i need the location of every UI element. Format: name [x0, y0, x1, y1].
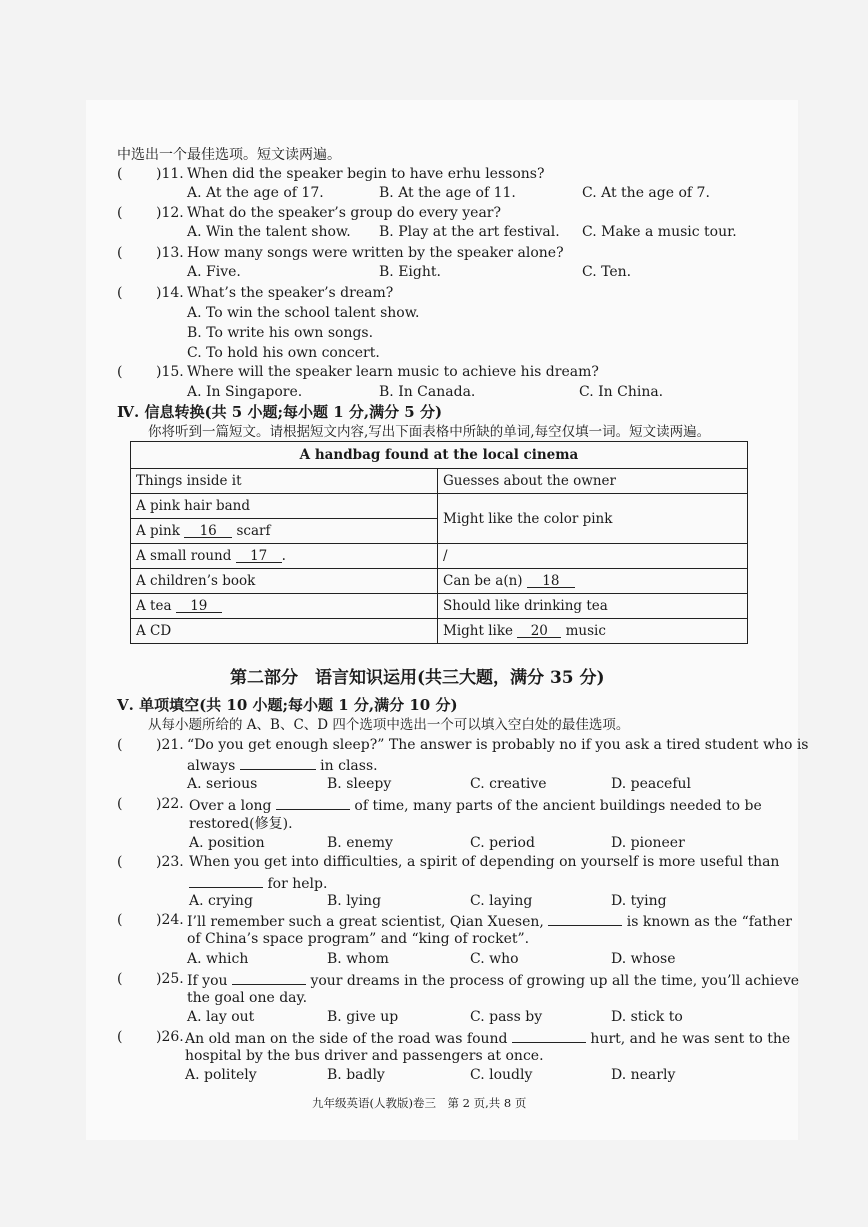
- table-title: A handbag found at the local cinema: [131, 442, 748, 469]
- answer-paren: (: [117, 912, 123, 928]
- option-d: D. nearly: [611, 1067, 676, 1083]
- option-a: A. crying: [189, 893, 253, 909]
- table-cell: A small round 17 .: [131, 544, 438, 569]
- question-number: )25.: [156, 971, 184, 987]
- option-b: B. enemy: [327, 835, 393, 851]
- table-cell: Might like 20 music: [438, 619, 748, 644]
- question-stem: Over a long of time, many parts of the ancient buildings needed to be: [189, 795, 762, 815]
- question-stem: restored(修复).: [189, 816, 293, 832]
- question-stem: hospital by the bus driver and passengers at once.: [185, 1048, 544, 1064]
- section3-instruction-tail: 中选出一个最佳选项。短文读两遍。: [117, 147, 341, 163]
- option-a: A. Win the talent show.: [187, 224, 351, 240]
- blank-19[interactable]: 19: [176, 598, 222, 613]
- question-number: )12.: [156, 205, 184, 221]
- question-stem: When you get into difficulties, a spirit of depending on yourself is more useful than: [189, 854, 780, 870]
- answer-blank[interactable]: [232, 970, 306, 985]
- option-c: C. To hold his own concert.: [187, 345, 380, 361]
- answer-paren: (: [117, 971, 123, 987]
- question-stem: of China’s space program” and “king of rocket”.: [187, 931, 530, 947]
- question-stem: If you your dreams in the process of growing up all the time, you’ll achieve: [187, 970, 799, 990]
- table-header-things: Things inside it: [131, 469, 438, 494]
- option-a: A. Five.: [187, 264, 241, 280]
- option-b: B. sleepy: [327, 776, 392, 792]
- option-b: B. badly: [327, 1067, 385, 1083]
- page-footer: 九年级英语(人教版)卷三 第 2 页,共 8 页: [312, 1096, 527, 1110]
- part2-heading: 第二部分 语言知识运用(共三大题，满分 35 分): [230, 668, 605, 688]
- answer-blank[interactable]: [512, 1028, 586, 1043]
- question-number: )14.: [156, 285, 184, 301]
- option-c: C. laying: [470, 893, 533, 909]
- table-cell: Can be a(n) 18: [438, 569, 748, 594]
- option-c: C. In China.: [579, 384, 664, 400]
- question-number: )11.: [156, 166, 184, 182]
- option-b: B. give up: [327, 1009, 399, 1025]
- option-d: D. stick to: [611, 1009, 683, 1025]
- question-stem: What do the speaker’s group do every year?: [187, 205, 501, 221]
- option-a: A. At the age of 17.: [187, 185, 324, 201]
- answer-paren: (: [117, 364, 123, 380]
- option-c: C. At the age of 7.: [582, 185, 710, 201]
- option-a: A. which: [187, 951, 249, 967]
- question-number: )15.: [156, 364, 184, 380]
- answer-paren: (: [117, 166, 123, 182]
- question-stem: How many songs were written by the speaker alone?: [187, 245, 564, 261]
- question-number: )23.: [156, 854, 184, 870]
- answer-blank[interactable]: [276, 795, 350, 810]
- answer-paren: (: [117, 205, 123, 221]
- option-d: D. pioneer: [611, 835, 685, 851]
- option-b: B. To write his own songs.: [187, 325, 374, 341]
- question-stem: An old man on the side of the road was found hurt, and he was sent to the: [185, 1028, 790, 1048]
- section5-instruction: 从每小题所给的 A、B、C、D 四个选项中选出一个可以填入空白处的最佳选项。: [148, 717, 630, 733]
- table-cell: Should like drinking tea: [438, 594, 748, 619]
- question-stem: always in class.: [187, 755, 378, 775]
- answer-paren: (: [117, 796, 123, 812]
- option-c: C. Make a music tour.: [582, 224, 737, 240]
- option-b: B. At the age of 11.: [379, 185, 516, 201]
- option-a: A. politely: [185, 1067, 257, 1083]
- option-d: D. tying: [611, 893, 667, 909]
- question-stem: “Do you get enough sleep?” The answer is probably no if you ask a tired student who is: [187, 737, 809, 753]
- option-c: C. pass by: [470, 1009, 543, 1025]
- option-a: A. serious: [187, 776, 258, 792]
- table-cell: A CD: [131, 619, 438, 644]
- option-d: D. peaceful: [611, 776, 692, 792]
- question-number: )13.: [156, 245, 184, 261]
- option-c: C. who: [470, 951, 519, 967]
- section5-heading: Ⅴ. 单项填空(共 10 小题;每小题 1 分,满分 10 分): [117, 696, 458, 714]
- blank-17[interactable]: 17: [236, 548, 282, 563]
- question-stem: for help.: [189, 873, 327, 893]
- question-number: )26.: [156, 1029, 184, 1045]
- answer-blank[interactable]: [189, 873, 263, 888]
- question-stem: What’s the speaker’s dream?: [187, 285, 394, 301]
- option-c: C. loudly: [470, 1067, 533, 1083]
- question-stem: the goal one day.: [187, 990, 308, 1006]
- table-cell: A children’s book: [131, 569, 438, 594]
- table-cell: /: [438, 544, 748, 569]
- table-cell: A tea 19: [131, 594, 438, 619]
- question-stem: I’ll remember such a great scientist, Qian Xuesen, is known as the “father: [187, 911, 792, 931]
- option-b: B. Play at the art festival.: [379, 224, 560, 240]
- option-a: A. lay out: [187, 1009, 255, 1025]
- blank-18[interactable]: 18: [527, 573, 575, 588]
- section4-instruction: 你将听到一篇短文。请根据短文内容,写出下面表格中所缺的单词,每空仅填一词。短文读两遍。: [148, 424, 711, 440]
- option-a: A. To win the school talent show.: [187, 305, 420, 321]
- option-b: B. In Canada.: [379, 384, 476, 400]
- table-cell: A pink 16 scarf: [131, 519, 438, 544]
- answer-paren: (: [117, 854, 123, 870]
- answer-paren: (: [117, 245, 123, 261]
- table-cell: Might like the color pink: [438, 494, 748, 544]
- question-stem: When did the speaker begin to have erhu lessons?: [187, 166, 545, 182]
- answer-paren: (: [117, 737, 123, 753]
- question-number: )22.: [156, 796, 184, 812]
- question-stem: Where will the speaker learn music to achieve his dream?: [187, 364, 599, 380]
- option-a: A. position: [189, 835, 265, 851]
- option-b: B. lying: [327, 893, 382, 909]
- info-table: [130, 441, 748, 644]
- answer-blank[interactable]: [548, 911, 622, 926]
- answer-paren: (: [117, 1029, 123, 1045]
- option-c: C. period: [470, 835, 535, 851]
- option-b: B. Eight.: [379, 264, 441, 280]
- option-b: B. whom: [327, 951, 389, 967]
- table-header-guesses: Guesses about the owner: [438, 469, 748, 494]
- question-number: )21.: [156, 737, 184, 753]
- question-number: )24.: [156, 912, 184, 928]
- option-d: D. whose: [611, 951, 676, 967]
- section4-heading: Ⅳ. 信息转换(共 5 小题;每小题 1 分,满分 5 分): [117, 403, 443, 421]
- option-a: A. In Singapore.: [187, 384, 303, 400]
- blank-20[interactable]: 20: [517, 623, 561, 638]
- option-c: C. Ten.: [582, 264, 632, 280]
- answer-paren: (: [117, 285, 123, 301]
- table-cell: A pink hair band: [131, 494, 438, 519]
- answer-blank[interactable]: [240, 755, 316, 770]
- blank-16[interactable]: 16: [184, 523, 232, 538]
- option-c: C. creative: [470, 776, 547, 792]
